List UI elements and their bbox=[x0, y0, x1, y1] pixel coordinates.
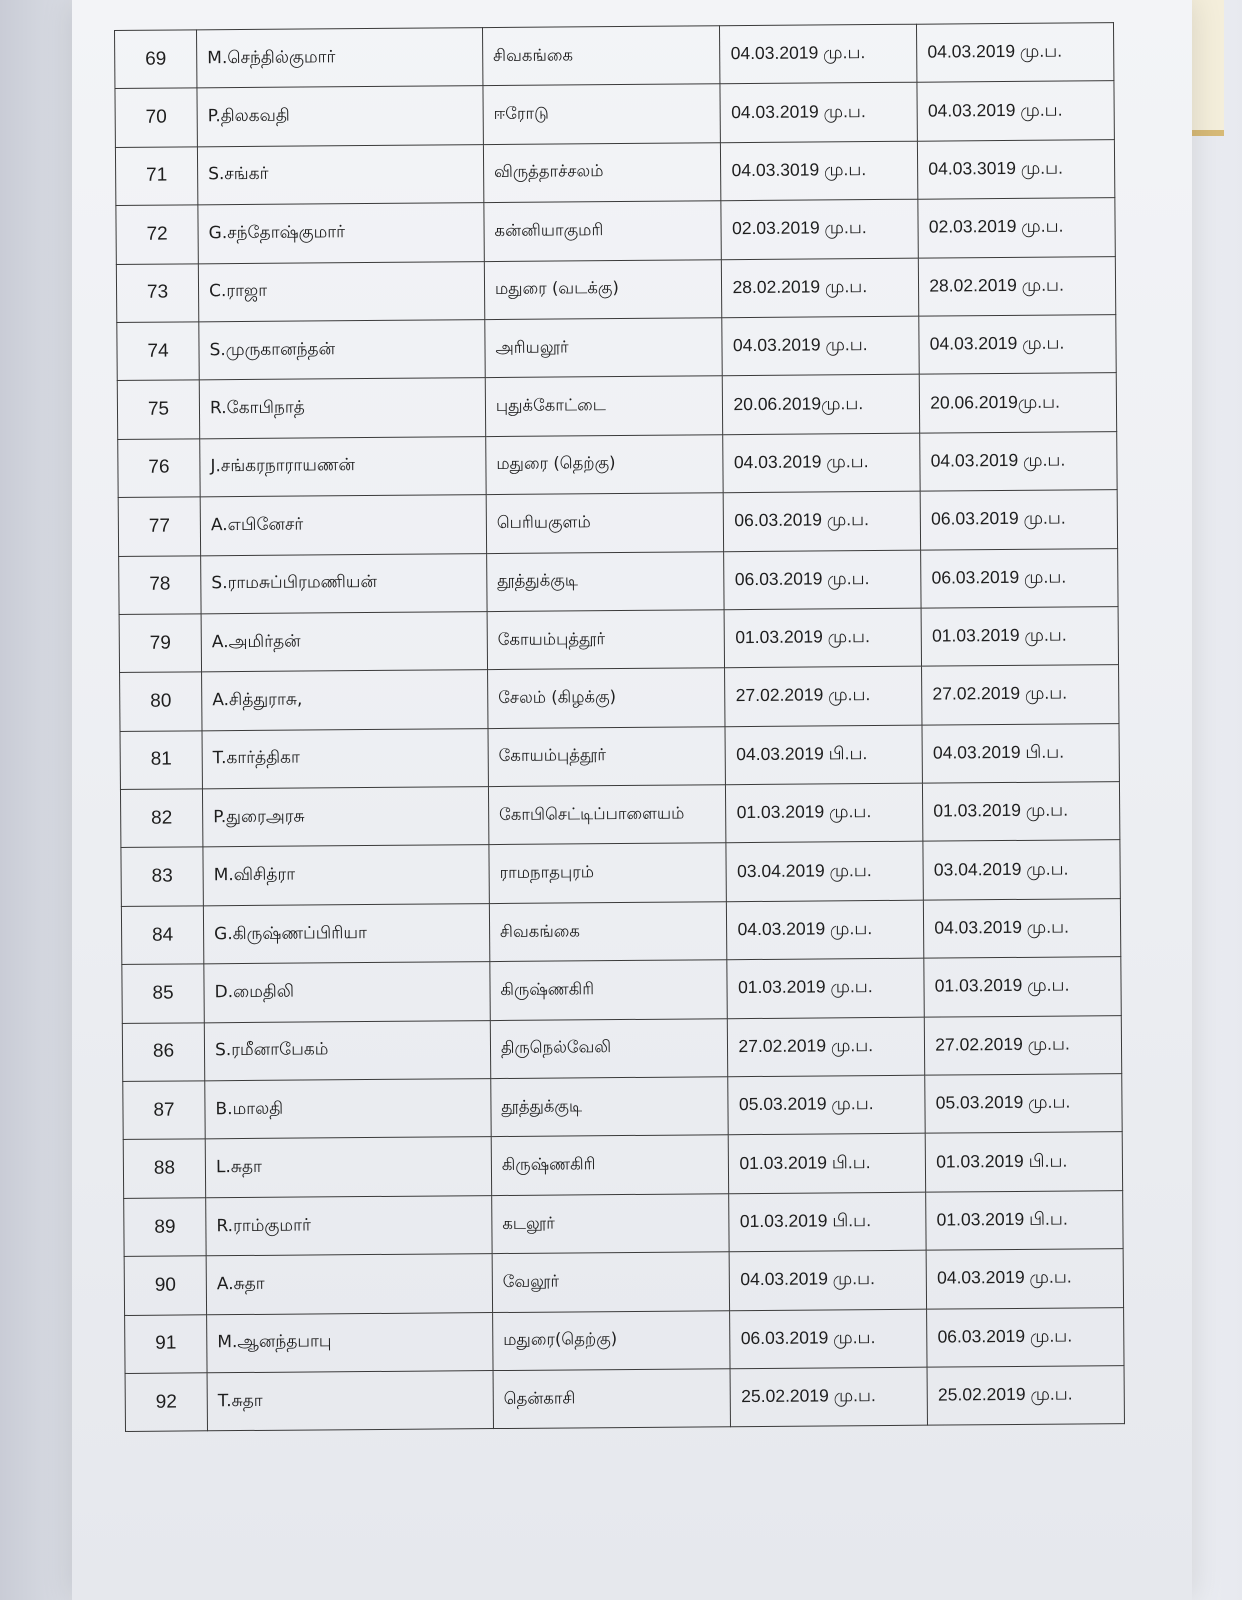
place-cell: பெரியகுளம் bbox=[486, 493, 724, 553]
date-cell-2: 27.02.2019 மு.ப. bbox=[925, 1015, 1122, 1075]
date-cell-2: 04.03.3019 மு.ப. bbox=[918, 139, 1115, 199]
person-name-cell: P.துரைஅரசு bbox=[202, 787, 488, 848]
serial-number-cell: 89 bbox=[124, 1198, 206, 1257]
place-cell: ஈரோடு bbox=[483, 84, 721, 144]
table-row bbox=[119, 607, 1118, 673]
table-row bbox=[124, 1190, 1123, 1256]
place-cell: தென்காசி bbox=[493, 1369, 731, 1429]
person-name-cell: M.ஆனந்தபாபு bbox=[207, 1312, 493, 1373]
date-cell-1: 04.03.2019 மு.ப. bbox=[723, 433, 920, 493]
date-cell-2: 28.02.2019 மு.ப. bbox=[919, 256, 1116, 316]
place-cell: மதுரை(தெற்கு) bbox=[493, 1310, 731, 1370]
person-name-cell: S.முருகானந்தன் bbox=[199, 320, 485, 381]
serial-number-cell: 80 bbox=[120, 672, 202, 731]
date-cell-1: 04.03.2019 மு.ப. bbox=[730, 1250, 927, 1310]
serial-number-cell: 71 bbox=[115, 147, 197, 206]
serial-number-cell: 75 bbox=[117, 380, 199, 439]
date-cell-1: 06.03.2019 மு.ப. bbox=[730, 1309, 927, 1369]
date-cell-2: 04.03.2019 மு.ப. bbox=[926, 1249, 1123, 1309]
date-cell-2: 06.03.2019 மு.ப. bbox=[927, 1307, 1124, 1367]
date-cell-1: 06.03.2019 மு.ப. bbox=[724, 550, 921, 610]
date-cell-2: 02.03.2019 மு.ப. bbox=[918, 198, 1115, 258]
date-cell-1: 04.03.2019 பி.ப. bbox=[725, 725, 922, 785]
date-cell-2: 04.03.2019 மு.ப. bbox=[917, 23, 1114, 83]
place-cell: விருத்தாச்சலம் bbox=[483, 143, 721, 203]
date-cell-1: 01.03.2019 பி.ப. bbox=[729, 1192, 926, 1252]
date-cell-1: 01.03.2019 பி.ப. bbox=[729, 1134, 926, 1194]
person-name-cell: A.சுதா bbox=[206, 1254, 492, 1315]
serial-number-cell: 77 bbox=[118, 497, 200, 556]
date-cell-1: 02.03.2019 மு.ப. bbox=[721, 199, 918, 259]
person-name-cell: G.கிருஷ்ணப்பிரியா bbox=[203, 903, 489, 964]
date-cell-2: 01.03.2019 பி.ப. bbox=[926, 1190, 1123, 1250]
person-name-cell: A.அமிர்தன் bbox=[201, 611, 487, 672]
date-cell-1: 04.03.3019 மு.ப. bbox=[721, 141, 918, 201]
place-cell: வேலூர் bbox=[492, 1252, 730, 1312]
place-cell: சிவகங்கை bbox=[489, 902, 727, 962]
date-cell-1: 04.03.2019 மு.ப. bbox=[722, 316, 919, 376]
place-cell: கடலூர் bbox=[492, 1194, 730, 1254]
table-row bbox=[118, 490, 1117, 556]
serial-number-cell: 86 bbox=[122, 1022, 204, 1081]
place-cell: கோயம்புத்தூர் bbox=[487, 610, 725, 670]
records-table bbox=[114, 22, 1125, 1432]
date-cell-2: 01.03.2019 மு.ப. bbox=[924, 957, 1121, 1017]
person-name-cell: R.கோபிநாத் bbox=[199, 378, 485, 439]
date-cell-2: 27.02.2019 மு.ப. bbox=[922, 665, 1119, 725]
date-cell-1: 04.03.2019 மு.ப. bbox=[720, 24, 917, 84]
table-row bbox=[119, 548, 1118, 614]
serial-number-cell: 73 bbox=[116, 263, 198, 322]
serial-number-cell: 87 bbox=[123, 1081, 205, 1140]
place-cell: கோபிசெட்டிப்பாளையம் bbox=[488, 785, 726, 845]
person-name-cell: D.மைதிலி bbox=[204, 962, 490, 1023]
table-row bbox=[116, 198, 1115, 264]
table-row bbox=[122, 1015, 1121, 1081]
date-cell-2: 01.03.2019 மு.ப. bbox=[921, 607, 1118, 667]
person-name-cell: M.செந்தில்குமார் bbox=[197, 28, 483, 89]
table-row bbox=[115, 81, 1114, 147]
date-cell-1: 28.02.2019 மு.ப. bbox=[722, 258, 919, 318]
date-cell-1: 01.03.2019 மு.ப. bbox=[725, 608, 922, 668]
table-row bbox=[123, 1074, 1122, 1140]
place-cell: கன்னியாகுமரி bbox=[484, 201, 722, 261]
serial-number-cell: 78 bbox=[119, 555, 201, 614]
person-name-cell: S.சங்கர் bbox=[197, 144, 483, 205]
date-cell-2: 04.03.2019 மு.ப. bbox=[924, 898, 1121, 958]
person-name-cell: G.சந்தோஷ்குமார் bbox=[198, 203, 484, 264]
serial-number-cell: 76 bbox=[118, 439, 200, 498]
person-name-cell: S.ராமசுப்பிரமணியன் bbox=[201, 553, 487, 614]
serial-number-cell: 79 bbox=[119, 614, 201, 673]
place-cell: மதுரை (தெற்கு) bbox=[486, 434, 724, 494]
person-name-cell: M.விசித்ரா bbox=[203, 845, 489, 906]
date-cell-2: 01.03.2019 பி.ப. bbox=[925, 1132, 1122, 1192]
serial-number-cell: 85 bbox=[122, 964, 204, 1023]
serial-number-cell: 72 bbox=[116, 205, 198, 264]
date-cell-2: 06.03.2019 மு.ப. bbox=[921, 548, 1118, 608]
document-page bbox=[72, 0, 1192, 1600]
table-row bbox=[115, 23, 1114, 89]
serial-number-cell: 84 bbox=[121, 906, 203, 965]
person-name-cell: B.மாலதி bbox=[205, 1079, 491, 1140]
person-name-cell: T.கார்த்திகா bbox=[202, 728, 488, 789]
person-name-cell: T.சுதா bbox=[207, 1371, 493, 1432]
place-cell: புதுக்கோட்டை bbox=[485, 376, 723, 436]
serial-number-cell: 82 bbox=[120, 789, 202, 848]
date-cell-2: 03.04.2019 மு.ப. bbox=[923, 840, 1120, 900]
person-name-cell: J.சங்கரநாராயணன் bbox=[200, 436, 486, 497]
person-name-cell: A.எபினேசர் bbox=[200, 495, 486, 556]
serial-number-cell: 69 bbox=[115, 30, 197, 89]
date-cell-2: 04.03.2019 மு.ப. bbox=[917, 81, 1114, 141]
date-cell-1: 04.03.2019 மு.ப. bbox=[727, 900, 924, 960]
person-name-cell: R.ராம்குமார் bbox=[206, 1195, 492, 1256]
person-name-cell: S.ரமீனாபேகம் bbox=[204, 1020, 490, 1081]
date-cell-1: 01.03.2019 மு.ப. bbox=[726, 783, 923, 843]
table-row bbox=[116, 256, 1115, 322]
place-cell: சிவகங்கை bbox=[482, 26, 720, 86]
serial-number-cell: 81 bbox=[120, 731, 202, 790]
date-cell-2: 04.03.2019 மு.ப. bbox=[919, 315, 1116, 375]
date-cell-1: 03.04.2019 மு.ப. bbox=[726, 842, 923, 902]
place-cell: திருநெல்வேலி bbox=[490, 1018, 728, 1078]
place-cell: கிருஷ்ணகிரி bbox=[490, 960, 728, 1020]
records-table-body bbox=[115, 23, 1125, 1432]
table-row bbox=[117, 315, 1116, 381]
date-cell-2: 06.03.2019 மு.ப. bbox=[920, 490, 1117, 550]
serial-number-cell: 90 bbox=[124, 1256, 206, 1315]
serial-number-cell: 88 bbox=[123, 1139, 205, 1198]
serial-number-cell: 74 bbox=[117, 322, 199, 381]
date-cell-1: 04.03.2019 மு.ப. bbox=[720, 83, 917, 143]
table-row bbox=[115, 139, 1114, 205]
person-name-cell: L.சுதா bbox=[205, 1137, 491, 1198]
date-cell-2: 25.02.2019 மு.ப. bbox=[927, 1366, 1124, 1426]
place-cell: மதுரை (வடக்கு) bbox=[484, 259, 722, 319]
table-row bbox=[124, 1249, 1123, 1315]
place-cell: தூத்துக்குடி bbox=[491, 1077, 729, 1137]
person-name-cell: A.சித்துராசு, bbox=[202, 670, 488, 731]
date-cell-2: 04.03.2019 பி.ப. bbox=[922, 723, 1119, 783]
table-row bbox=[123, 1132, 1122, 1198]
date-cell-1: 05.03.2019 மு.ப. bbox=[728, 1075, 925, 1135]
place-cell: கிருஷ்ணகிரி bbox=[491, 1135, 729, 1195]
table-row bbox=[125, 1307, 1124, 1373]
date-cell-1: 01.03.2019 மு.ப. bbox=[727, 958, 924, 1018]
place-cell: ராமநாதபுரம் bbox=[489, 843, 727, 903]
table-row bbox=[121, 840, 1120, 906]
table-row bbox=[122, 957, 1121, 1023]
person-name-cell: P.திலகவதி bbox=[197, 86, 483, 147]
person-name-cell: C.ராஜா bbox=[198, 261, 484, 322]
place-cell: கோயம்புத்தூர் bbox=[488, 726, 726, 786]
date-cell-1: 06.03.2019 மு.ப. bbox=[724, 491, 921, 551]
serial-number-cell: 70 bbox=[115, 88, 197, 147]
place-cell: தூத்துக்குடி bbox=[487, 551, 725, 611]
table-row bbox=[118, 431, 1117, 497]
date-cell-2: 01.03.2019 மு.ப. bbox=[923, 782, 1120, 842]
date-cell-1: 27.02.2019 மு.ப. bbox=[725, 666, 922, 726]
serial-number-cell: 92 bbox=[125, 1373, 207, 1432]
table-row bbox=[120, 782, 1119, 848]
date-cell-2: 20.06.2019மு.ப. bbox=[919, 373, 1116, 433]
table-row bbox=[120, 723, 1119, 789]
table-row bbox=[121, 898, 1120, 964]
table-row bbox=[120, 665, 1119, 731]
date-cell-1: 20.06.2019மு.ப. bbox=[723, 375, 920, 435]
place-cell: சேலம் (கிழக்கு) bbox=[487, 668, 725, 728]
date-cell-2: 04.03.2019 மு.ப. bbox=[920, 431, 1117, 491]
serial-number-cell: 83 bbox=[121, 847, 203, 906]
table-row bbox=[125, 1366, 1124, 1432]
place-cell: அரியலூர் bbox=[485, 318, 723, 378]
table-row bbox=[117, 373, 1116, 439]
date-cell-1: 25.02.2019 மு.ப. bbox=[731, 1367, 928, 1427]
serial-number-cell: 91 bbox=[125, 1314, 207, 1373]
date-cell-2: 05.03.2019 மு.ப. bbox=[925, 1074, 1122, 1134]
date-cell-1: 27.02.2019 மு.ப. bbox=[728, 1017, 925, 1077]
